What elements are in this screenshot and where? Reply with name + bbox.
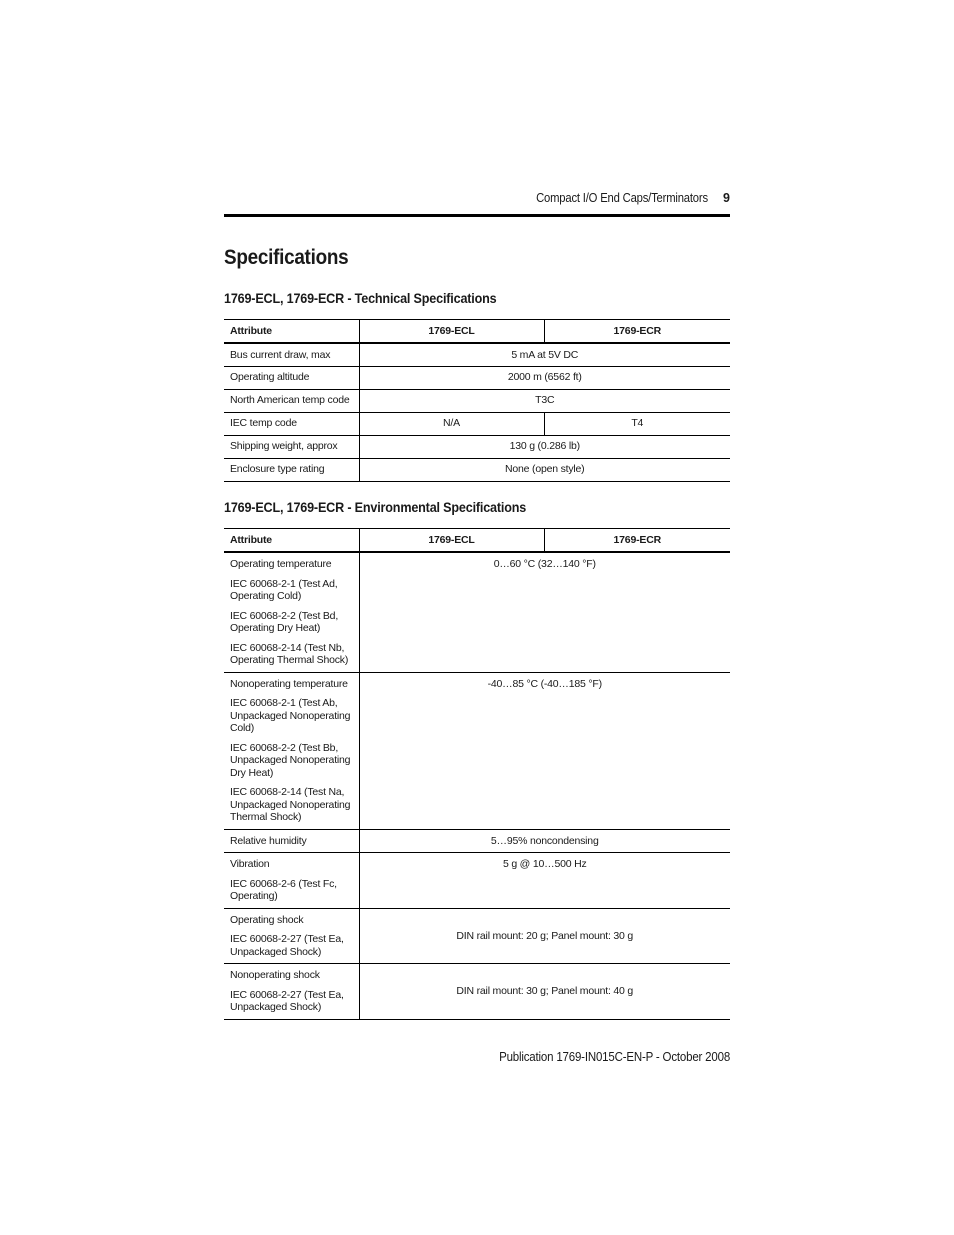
env-spec-table [224,528,730,1020]
attribute-cell: IEC temp code [224,412,359,435]
attribute-text: IEC 60068-2-27 (Test Ea, Unpackaged Shock) [230,933,344,958]
column-header: 1769-ECR [544,529,730,553]
env-spec-title: 1769-ECL, 1769-ECR - Environmental Specifications [224,499,527,515]
value-cell: N/A [359,412,544,435]
running-header [224,191,730,213]
header-rule [224,214,730,217]
attribute-cell: North American temp code [224,389,359,412]
table-row [224,389,730,412]
attribute-text: IEC 60068-2-27 (Test Ea, Unpackaged Shock) [230,988,344,1013]
attribute-cell [224,672,359,829]
column-header: 1769-ECL [359,320,544,344]
table-row [224,829,730,853]
page-number: 9 [723,191,730,205]
table-row [224,552,730,672]
attribute-text: Nonoperating shock [230,969,320,981]
column-header: 1769-ECL [359,529,544,553]
value-cell: 5…95% noncondensing [359,829,730,853]
value-cell: 0…60 °C (32…140 °F) [359,552,730,672]
value-cell: T3C [359,389,730,412]
attribute-cell: Shipping weight, approx [224,435,359,458]
value-cell: T4 [544,412,730,435]
attribute-text: Operating shock [230,913,304,926]
column-header: Attribute [224,320,359,344]
table-row [224,908,730,964]
table-row [224,964,730,1020]
value-cell: DIN rail mount: 20 g; Panel mount: 30 g [359,908,730,964]
attribute-text: Nonoperating temperature [230,677,348,690]
attribute-cell [224,829,359,853]
table-row [224,853,730,909]
attribute-cell: Enclosure type rating [224,458,359,481]
attribute-cell [224,908,359,964]
value-cell: 5 mA at 5V DC [359,343,730,366]
attribute-text: IEC 60068-2-2 (Test Bb, Unpackaged Nonoperating Dry Heat) [230,741,351,779]
publication-footer: Publication 1769-IN015C-EN-P - October 2008 [499,1050,730,1064]
attribute-text: IEC 60068-2-14 (Test Na, Unpackaged Nonoperating Thermal Shock) [230,786,351,823]
table-row [224,366,730,389]
attribute-text: IEC 60068-2-1 (Test Ab, Unpackaged Nonoperating Cold) [230,697,351,734]
table-row [224,412,730,435]
header-title: Compact I/O End Caps/Terminators [536,191,708,205]
attribute-text: Relative humidity [230,834,307,847]
table-row [224,435,730,458]
attribute-cell [224,552,359,672]
table-row [224,343,730,366]
attribute-text: IEC 60068-2-2 (Test Bd, Operating Dry Heat) [230,609,339,634]
attribute-text: IEC 60068-2-14 (Test Nb, Operating Thermal Shock) [230,641,349,666]
value-cell: -40…85 °C (-40…185 °F) [359,672,730,829]
table-row [224,458,730,481]
value-cell: None (open style) [359,458,730,481]
attribute-cell [224,853,359,909]
column-header: 1769-ECR [544,320,730,344]
attribute-text: Operating temperature [230,558,332,570]
value-cell: 2000 m (6562 ft) [359,366,730,389]
value-cell: DIN rail mount: 30 g; Panel mount: 40 g [359,964,730,1020]
value-cell: 5 g @ 10…500 Hz [359,853,730,909]
attribute-text: IEC 60068-2-6 (Test Fc, Operating) [230,877,337,902]
table-header-row [224,529,730,553]
attribute-cell: Bus current draw, max [224,343,359,366]
tech-spec-title: 1769-ECL, 1769-ECR - Technical Specifications [224,290,497,306]
column-header: Attribute [224,529,359,553]
table-row [224,672,730,829]
attribute-text: IEC 60068-2-1 (Test Ad, Operating Cold) [230,577,338,602]
page-title: Specifications [224,246,349,269]
attribute-text: Vibration [230,858,270,870]
tech-spec-table [224,319,730,482]
attribute-cell [224,964,359,1020]
table-header-row [224,320,730,344]
attribute-cell: Operating altitude [224,366,359,389]
value-cell: 130 g (0.286 lb) [359,435,730,458]
